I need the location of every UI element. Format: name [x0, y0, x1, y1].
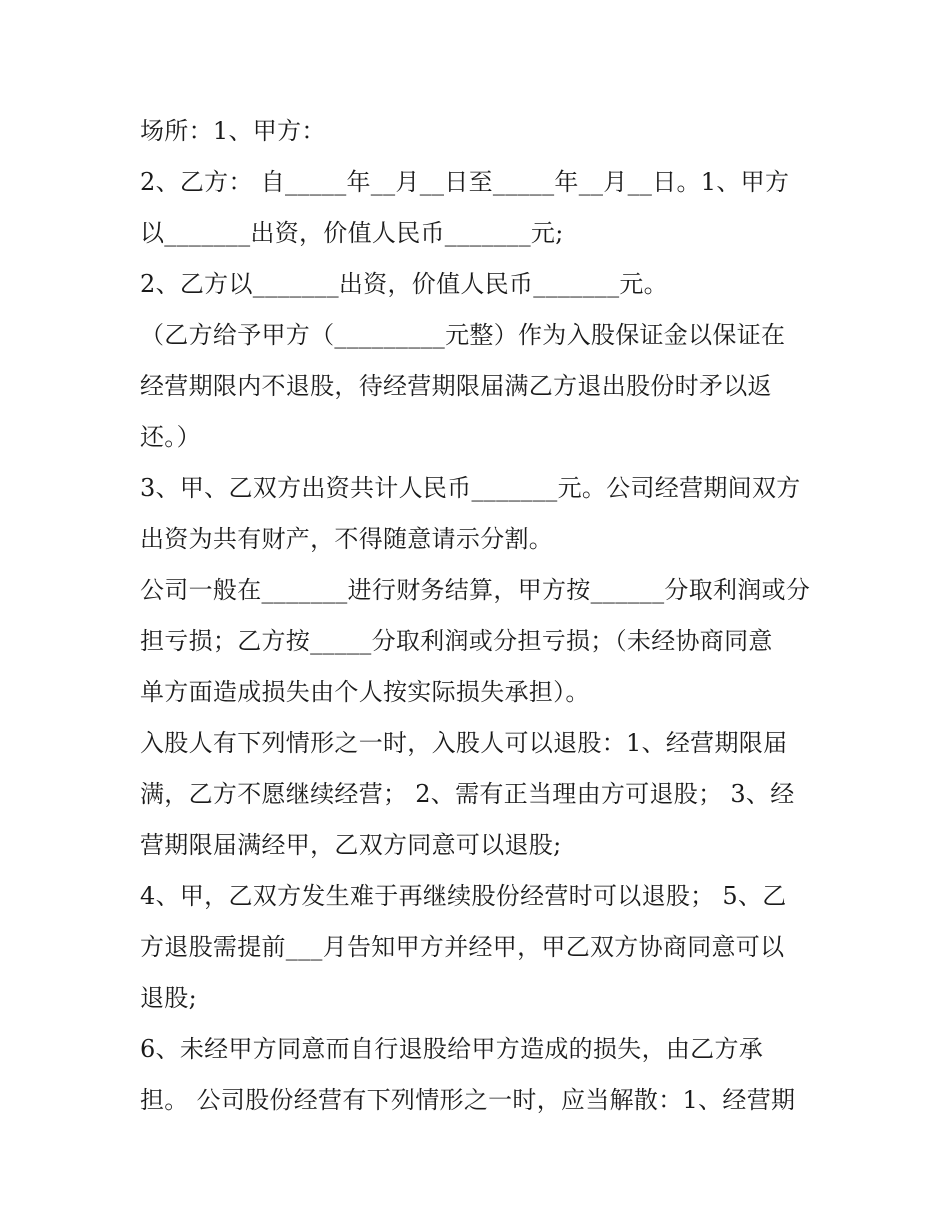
text-line-8: 3、甲、乙双方出资共计人民币_______元。公司经营期间双方: [140, 474, 801, 502]
text-line-3: 以_______出资，价值人民币_______元;: [140, 219, 564, 247]
text-line-10: 公司一般在_______进行财务结算，甲方按______分取利润或分: [140, 576, 811, 604]
text-line-18: 退股;: [140, 984, 197, 1012]
text-line-6: 经营期限内不退股，待经营期限届满乙方退出股份时矛以返: [140, 372, 772, 400]
text-line-5: （乙方给予甲方（_________元整）作为入股保证金以保证在: [140, 321, 786, 349]
text-line-13: 入股人有下列情形之一时，入股人可以退股：1、经营期限届: [140, 729, 788, 757]
text-line-2: 2、乙方： 自_____年__月__日至_____年__月__日。1、甲方: [140, 168, 790, 196]
text-line-14: 满，乙方不愿继续经营； 2、需有正当理由方可退股； 3、经: [140, 780, 795, 808]
text-line-15: 营期限届满经甲，乙双方同意可以退股;: [140, 831, 562, 859]
text-line-1: 场所：1、甲方：: [140, 117, 326, 145]
document-body: [140, 106, 820, 1126]
text-line-20: 担。 公司股份经营有下列情形之一时，应当解散：1、经营期: [140, 1086, 796, 1114]
text-line-16: 4、甲，乙双方发生难于再继续股份经营时可以退股； 5、乙: [140, 882, 787, 910]
text-line-11: 担亏损；乙方按_____分取利润或分担亏损；（未经协商同意: [140, 627, 773, 655]
text-line-9: 出资为共有财产，不得随意请示分割。: [140, 525, 554, 553]
text-line-4: 2、乙方以_______出资，价值人民币_______元。: [140, 270, 668, 298]
text-line-17: 方退股需提前___月告知甲方并经甲，甲乙双方协商同意可以: [140, 933, 785, 961]
text-line-12: 单方面造成损失由个人按实际损失承担）。: [140, 678, 590, 706]
text-line-19: 6、未经甲方同意而自行退股给甲方造成的损失，由乙方承: [140, 1035, 764, 1063]
text-line-7: 还。）: [140, 423, 201, 451]
